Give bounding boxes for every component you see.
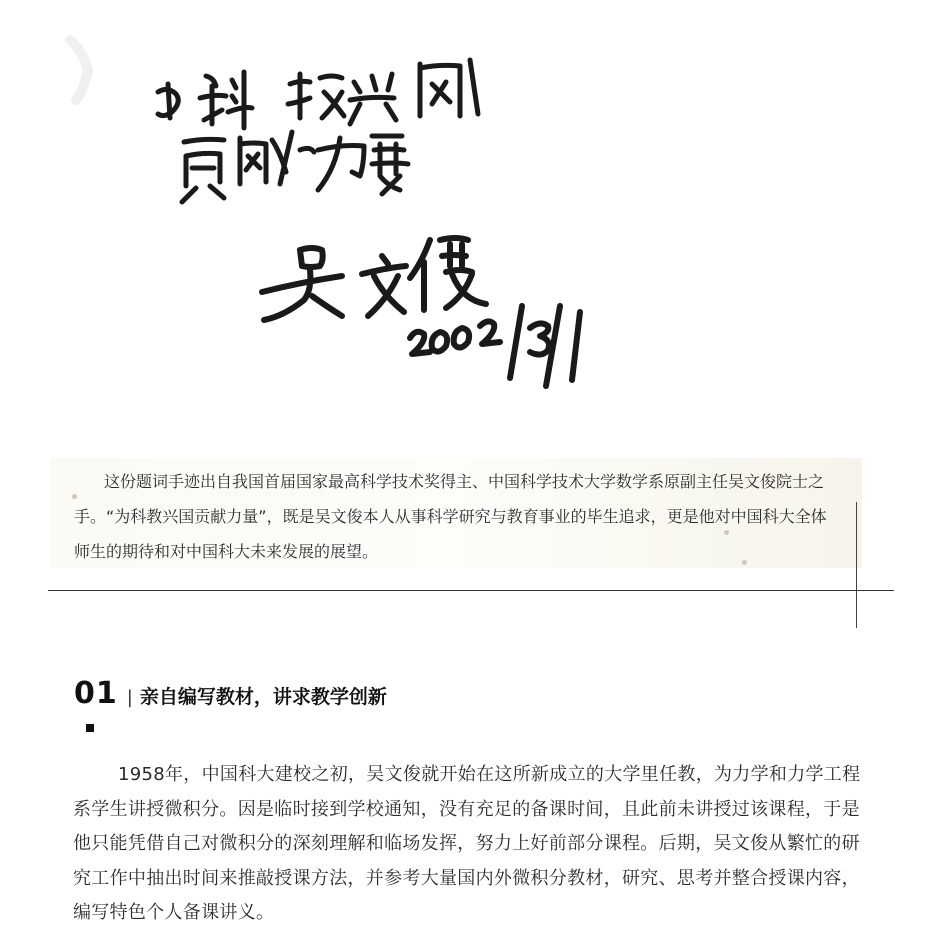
section-paragraph: 1958年，中国科大建校之初，吴文俊就开始在这所新成立的大学里任教，为力学和力学工程系学生讲授微积分。因是临时接到学校通知，没有充足的备课时间，且此前未讲授过该课程，于是他只能凭借自己对微积分的深刻理解和临场发挥，努力上好前部分课程。后期，吴文俊从繁忙的研究工作中抽出时间来推敲授课方法，并参考大量国内外微积分教材，研究、思考并整合授课内容，编写特色个人备课讲义。 [73,764,861,923]
caption-text: 这份题词手迹出自我国首届国家最高科学技术奖得主、中国科学技术大学数学系原副主任吴文俊院士之手。“为科教兴国贡献力量”，既是吴文俊本人从事科学研究与教育事业的毕生追求，更是他对中国科大全体师生的期待和对中国科大未来发展的展望。 [74,472,827,561]
section-number: 01 [74,676,118,711]
square-bullet-icon [86,724,94,732]
calligraphy-image [0,0,927,420]
calligraphy-line1 [158,60,478,128]
calligraphy-signature [262,238,486,320]
calligraphy-date [410,306,580,386]
section-separator: | [126,687,133,708]
calligraphy-line2 [182,132,408,202]
calligraphy-drawing [0,0,927,420]
section-title: 亲自编写教材，讲求教学创新 [139,686,387,708]
vertical-rule [856,502,857,628]
section-heading [74,676,387,711]
horizontal-rule [48,590,894,591]
